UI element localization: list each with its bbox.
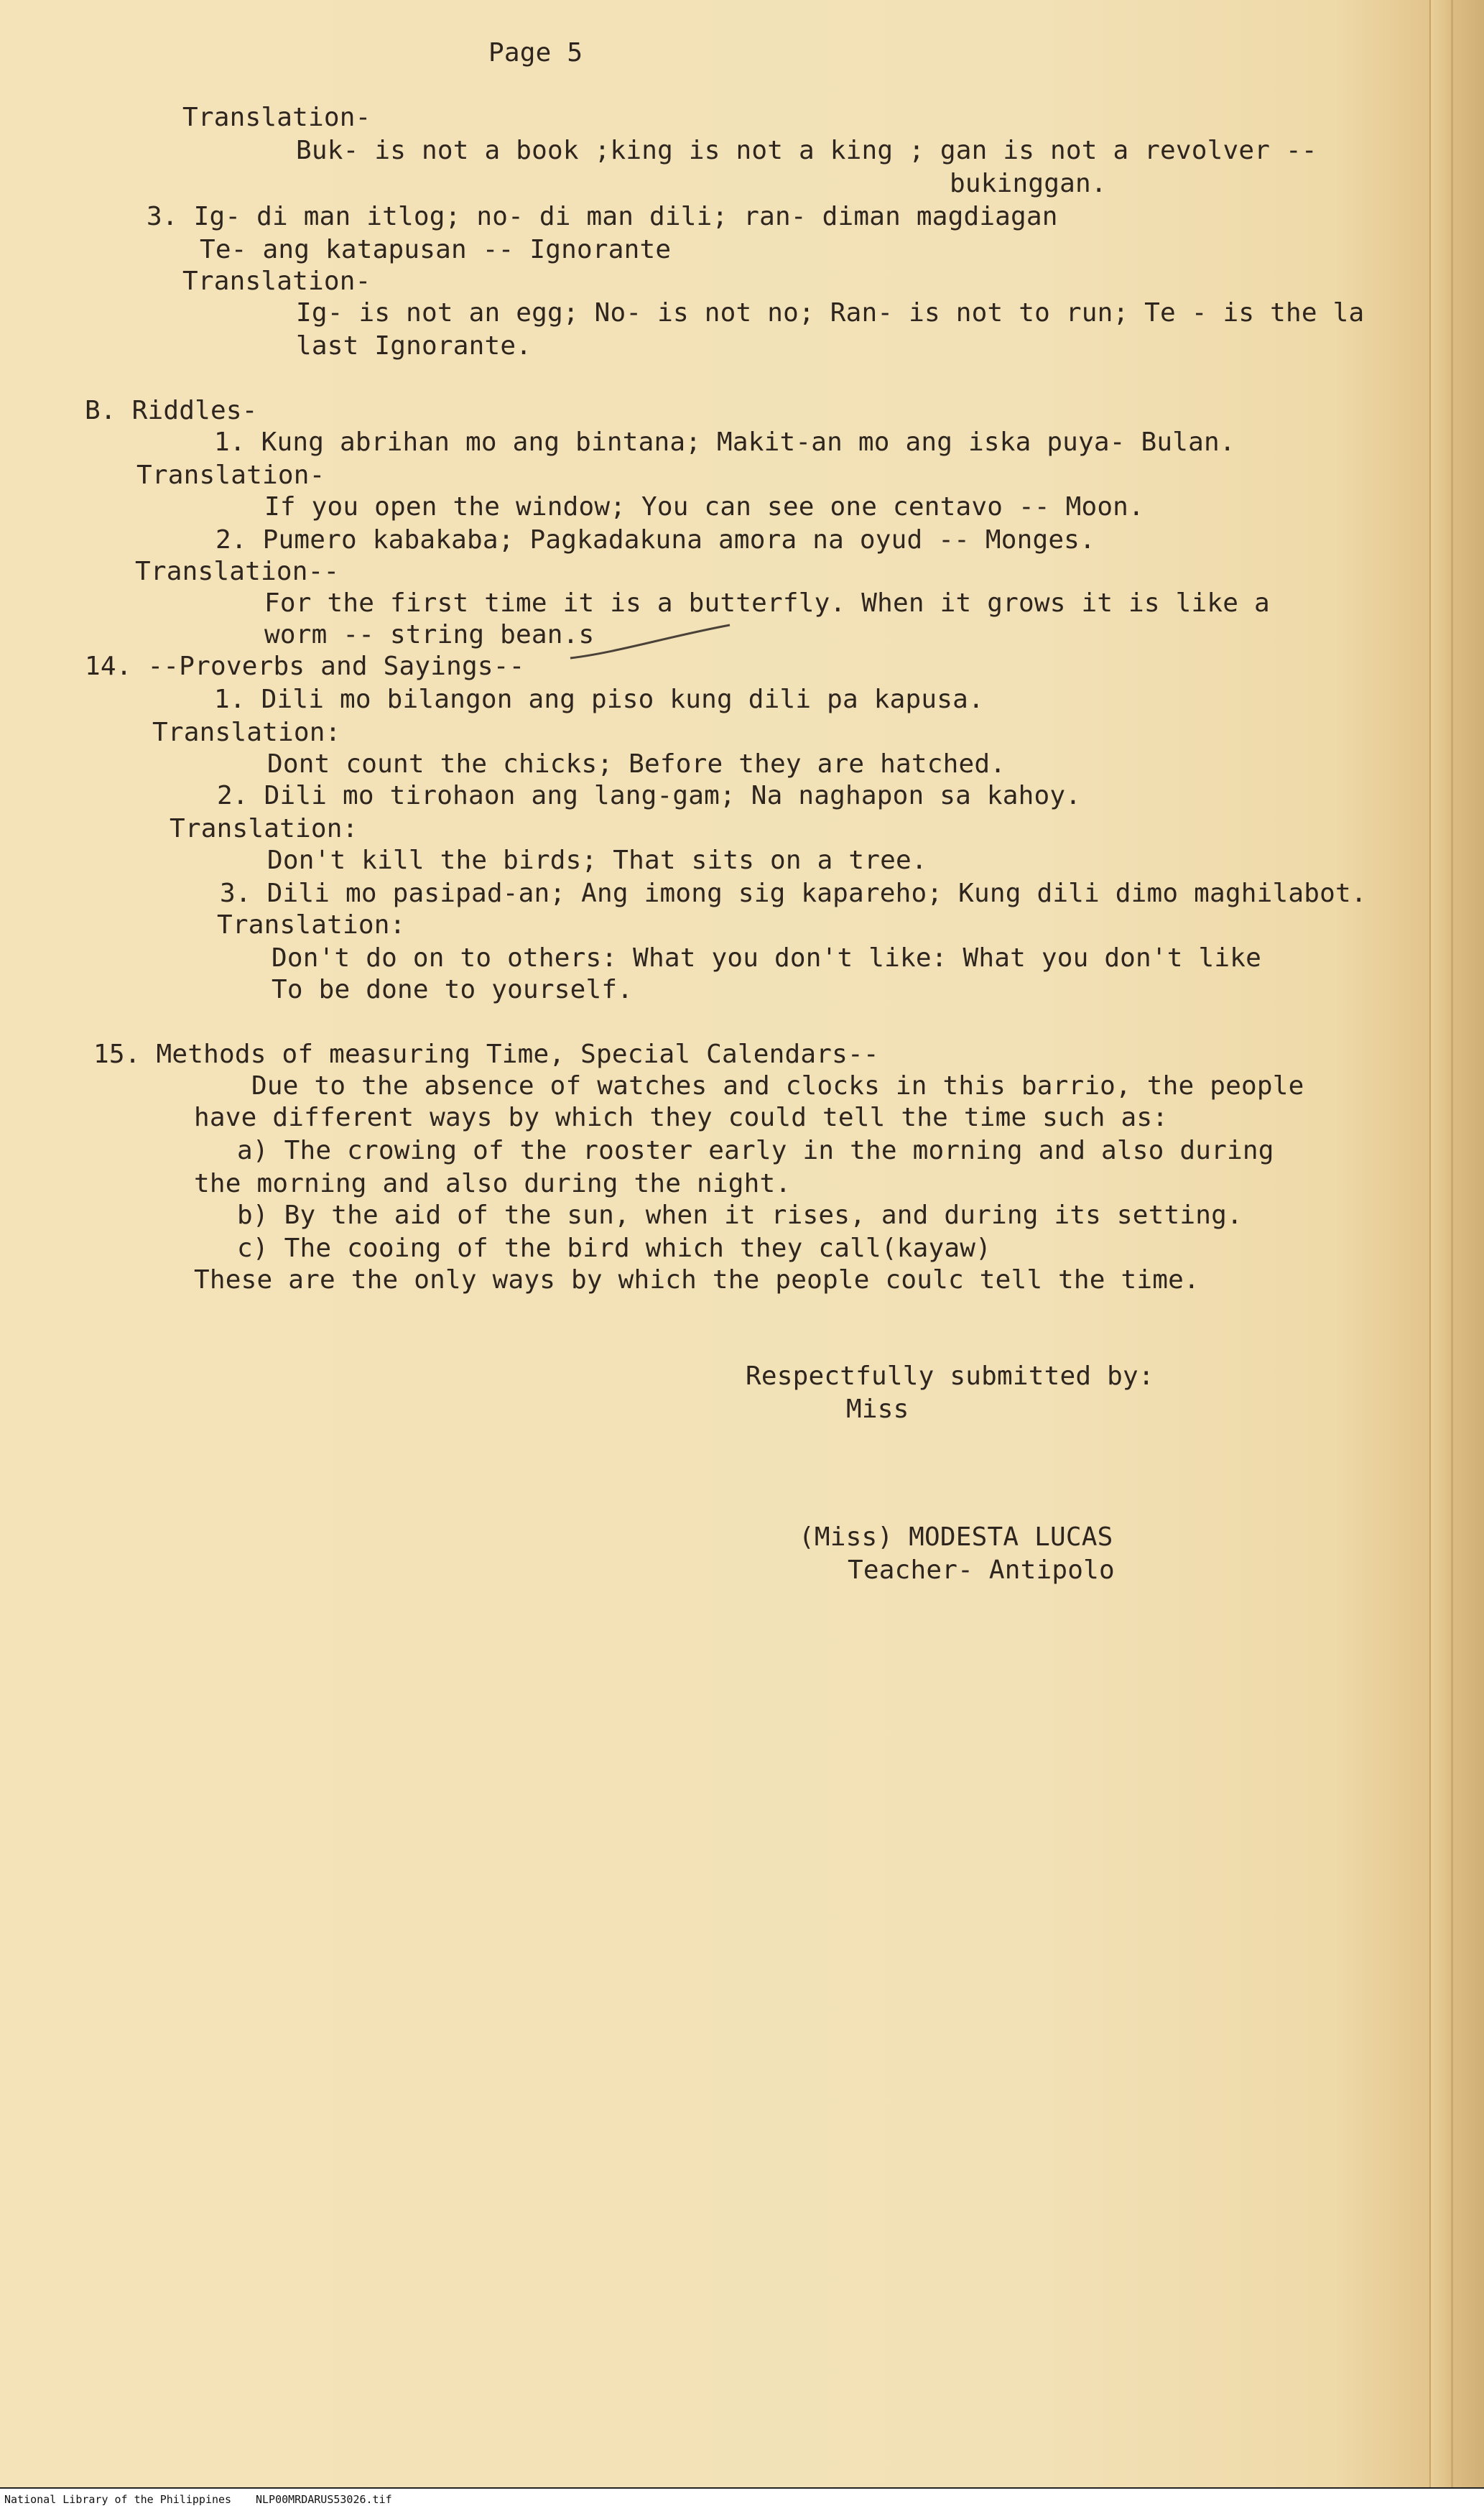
scan-footer bbox=[0, 2487, 1484, 2516]
pencil-mark bbox=[567, 622, 733, 665]
list-item-c: c) The cooing of the bird which they call(kayaw) bbox=[237, 1234, 991, 1263]
translation-label: Translation-- bbox=[135, 557, 340, 586]
page-spine-edge bbox=[1429, 0, 1484, 2515]
signatory-role: Teacher- Antipolo bbox=[848, 1555, 1115, 1585]
text-line: To be done to yourself. bbox=[272, 975, 634, 1004]
text-line: Dont count the chicks; Before they are hatched. bbox=[267, 749, 1006, 779]
text-line: the morning and also during the night. bbox=[194, 1169, 792, 1198]
proverb-3: 3. Dili mo pasipad-an; Ang imong sig kapareho; Kung dili dimo maghilabot. bbox=[220, 879, 1367, 908]
footer-library: National Library of the Philippines bbox=[4, 2493, 232, 2506]
proverb-1: 1. Dili mo bilangon ang piso kung dili pa kapusa. bbox=[214, 685, 984, 714]
list-item-3: 3. Ig- di man itlog; no- di man dili; ran- diman magdiagan bbox=[147, 202, 1058, 231]
text-line: If you open the window; You can see one centavo -- Moon. bbox=[264, 492, 1144, 522]
list-item-a: a) The crowing of the rooster early in the morning and also during bbox=[237, 1136, 1274, 1165]
closing-title: Miss bbox=[846, 1395, 909, 1424]
riddle-2: 2. Pumero kabakaba; Pagkadakuna amora na oyud -- Monges. bbox=[215, 525, 1095, 555]
text-line: worm -- string bean.s bbox=[264, 620, 595, 649]
text-line: These are the only ways by which the people coulc tell the time. bbox=[194, 1265, 1200, 1295]
section-heading-proverbs: 14. --Proverbs and Sayings-- bbox=[85, 652, 525, 681]
translation-label: Translation- bbox=[182, 267, 371, 296]
text-line: last Ignorante. bbox=[296, 331, 532, 361]
text-line: Don't do on to others: What you don't like: What you don't like bbox=[272, 943, 1262, 973]
text-line: Due to the absence of watches and clocks in this barrio, the people bbox=[251, 1071, 1304, 1101]
page-header: Page 5 bbox=[488, 38, 583, 68]
signatory-name: (Miss) MODESTA LUCAS bbox=[799, 1522, 1113, 1552]
list-item-b: b) By the aid of the sun, when it rises, and during its setting. bbox=[237, 1201, 1243, 1230]
translation-label: Translation- bbox=[136, 461, 325, 490]
text-line: Ig- is not an egg; No- is not no; Ran- is not to run; Te - is the la bbox=[296, 298, 1365, 328]
closing-phrase: Respectfully submitted by: bbox=[746, 1361, 1154, 1391]
translation-label: Translation: bbox=[152, 718, 341, 747]
text-line: For the first time it is a butterfly. When it grows it is like a bbox=[264, 588, 1270, 618]
footer-filename: NLP00MRDARUS53026.tif bbox=[256, 2493, 392, 2506]
translation-label: Translation: bbox=[170, 814, 358, 843]
translation-label: Translation- bbox=[182, 103, 371, 132]
text-line: Te- ang katapusan -- Ignorante bbox=[200, 235, 672, 264]
section-heading-time: 15. Methods of measuring Time, Special Calendars-- bbox=[93, 1040, 879, 1069]
text-line: have different ways by which they could tell the time such as: bbox=[194, 1103, 1169, 1132]
text-line: bukinggan. bbox=[950, 169, 1107, 198]
text-line: Don't kill the birds; That sits on a tree. bbox=[267, 846, 927, 875]
section-heading-riddles: B. Riddles- bbox=[85, 396, 258, 425]
text-line: Buk- is not a book ;king is not a king ; gan is not a revolver -- bbox=[296, 136, 1317, 165]
proverb-2: 2. Dili mo tirohaon ang lang-gam; Na naghapon sa kahoy. bbox=[217, 781, 1082, 810]
riddle-1: 1. Kung abrihan mo ang bintana; Makit-an mo ang iska puya- Bulan. bbox=[214, 427, 1235, 457]
page-fold-line bbox=[1451, 0, 1453, 2515]
translation-label: Translation: bbox=[217, 910, 406, 940]
